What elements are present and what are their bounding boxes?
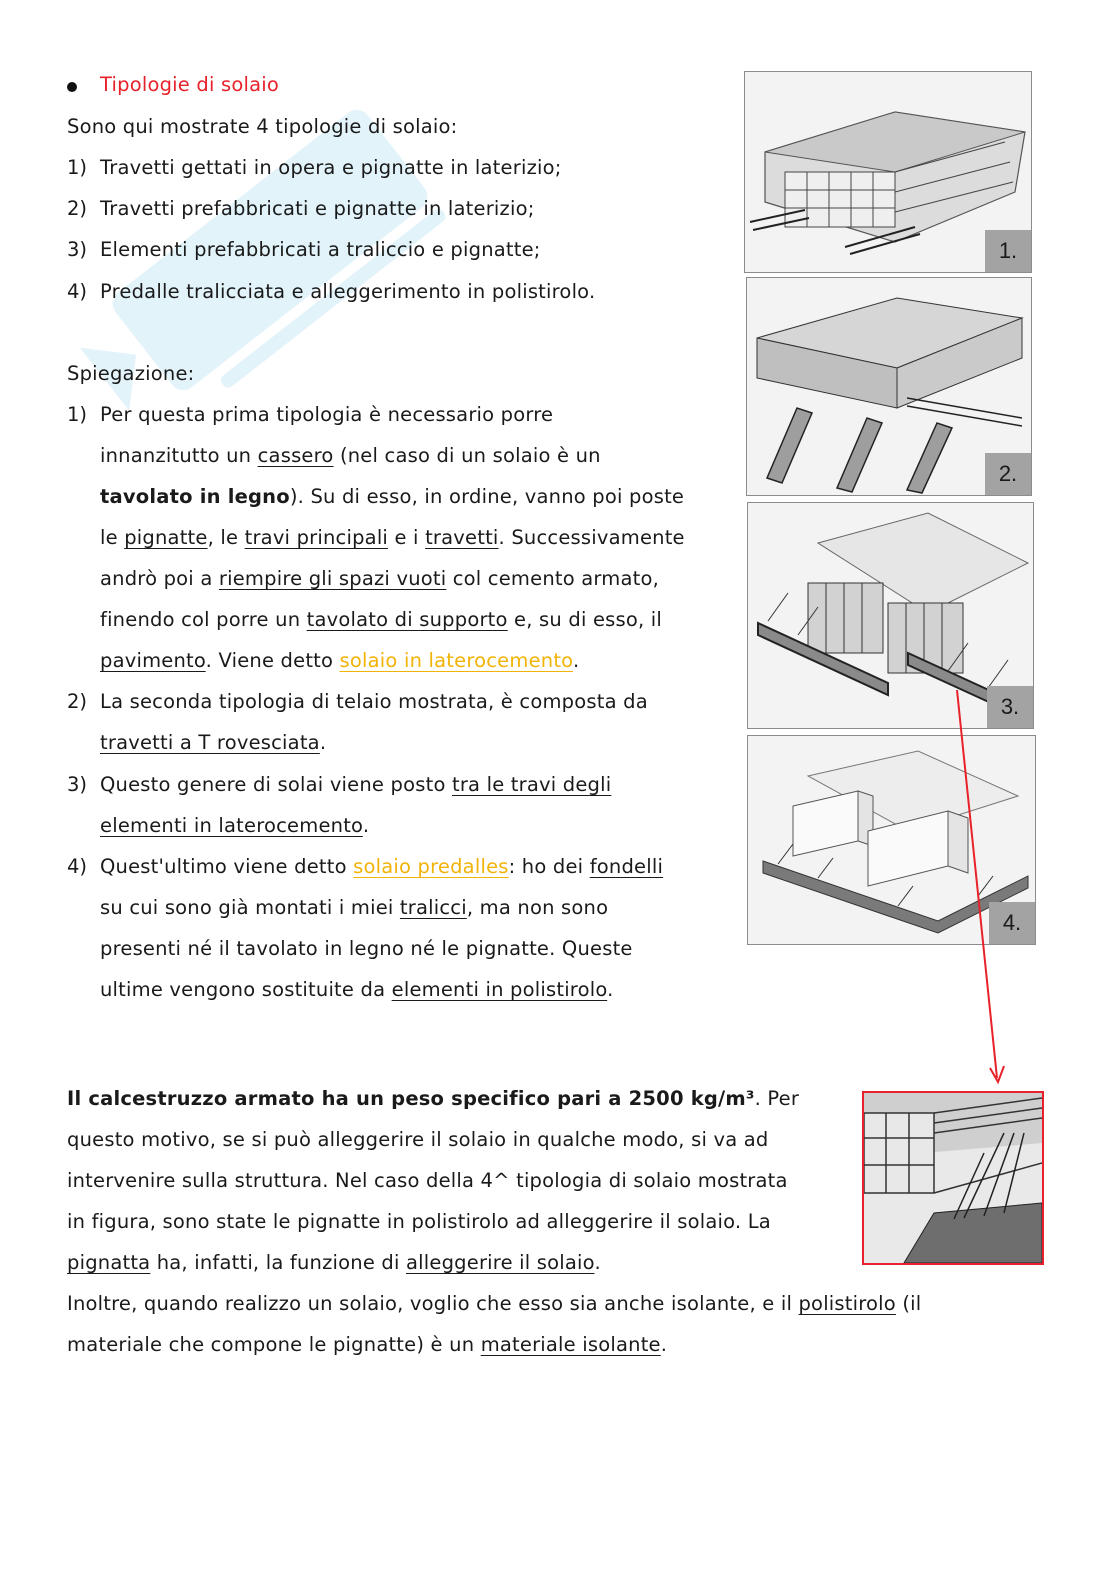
detail-figure bbox=[862, 1091, 1044, 1265]
paragraph-line: questo motivo, se si può alleggerire il solaio in qualche modo, si va ad bbox=[67, 1128, 769, 1151]
figure-label: 2. bbox=[985, 453, 1031, 495]
list-item: Predalle tralicciata e alleggerimento in polistirolo. bbox=[100, 280, 596, 303]
paragraph-line: intervenire sulla struttura. Nel caso della 4^ tipologia di solaio mostrata bbox=[67, 1169, 788, 1192]
figure-3 bbox=[747, 502, 1034, 729]
list-item: Travetti prefabbricati e pignatte in laterizio; bbox=[100, 197, 535, 220]
intro-text: Sono qui mostrate 4 tipologie di solaio: bbox=[67, 115, 458, 138]
paragraph-line: pignatta ha, infatti, la funzione di alleggerire il solaio. bbox=[67, 1251, 601, 1274]
list-item-number: 4) bbox=[67, 280, 88, 303]
paragraph-line: in figura, sono state le pignatte in polistirolo ad alleggerire il solaio. La bbox=[67, 1210, 771, 1233]
slab-detail-illustration-icon bbox=[864, 1093, 1042, 1263]
explanation-title: Spiegazione: bbox=[67, 362, 195, 385]
heading: Tipologie di solaio bbox=[100, 73, 279, 96]
explanation-number: 4) bbox=[67, 855, 88, 878]
explanation-line: ultime vengono sostituite da elementi in polistirolo. bbox=[100, 978, 614, 1001]
list-item-number: 1) bbox=[67, 156, 88, 179]
explanation-number: 3) bbox=[67, 773, 88, 796]
figure-2 bbox=[746, 277, 1032, 496]
paragraph-line: Inoltre, quando realizzo un solaio, voglio che esso sia anche isolante, e il polistirolo (il bbox=[67, 1292, 922, 1315]
figure-label: 4. bbox=[989, 902, 1035, 944]
explanation-line: La seconda tipologia di telaio mostrata, è composta da bbox=[100, 690, 648, 713]
explanation-line: Quest'ultimo viene detto solaio predalles: ho dei fondelli bbox=[100, 855, 664, 878]
explanation-line: le pignatte, le travi principali e i travetti. Successivamente bbox=[100, 526, 685, 549]
explanation-line: travetti a T rovesciata. bbox=[100, 731, 327, 754]
list-item: Travetti gettati in opera e pignatte in laterizio; bbox=[100, 156, 562, 179]
list-item: Elementi prefabbricati a traliccio e pignatte; bbox=[100, 238, 541, 261]
figure-label: 1. bbox=[985, 230, 1031, 272]
explanation-line: finendo col porre un tavolato di supporto e, su di esso, il bbox=[100, 608, 663, 631]
explanation-line: innanzitutto un cassero (nel caso di un solaio è un bbox=[100, 444, 601, 467]
list-item-number: 3) bbox=[67, 238, 88, 261]
explanation-line: tavolato in legno). Su di esso, in ordine, vanno poi poste bbox=[100, 485, 685, 508]
heading-bullet bbox=[67, 82, 77, 92]
explanation-line: su cui sono già montati i miei tralicci, ma non sono bbox=[100, 896, 609, 919]
explanation-number: 2) bbox=[67, 690, 88, 713]
explanation-line: presenti né il tavolato in legno né le pignatte. Queste bbox=[100, 937, 633, 960]
explanation-line: Questo genere di solai viene posto tra le travi degli bbox=[100, 773, 612, 796]
figure-4 bbox=[747, 735, 1036, 945]
figure-label: 3. bbox=[987, 686, 1033, 728]
explanation-line: pavimento. Viene detto solaio in laterocemento. bbox=[100, 649, 580, 672]
figure-1 bbox=[744, 71, 1032, 273]
explanation-line: Per questa prima tipologia è necessario porre bbox=[100, 403, 554, 426]
paragraph-line: materiale che compone le pignatte) è un materiale isolante. bbox=[67, 1333, 668, 1356]
explanation-line: andrò poi a riempire gli spazi vuoti col cemento armato, bbox=[100, 567, 659, 590]
explanation-number: 1) bbox=[67, 403, 88, 426]
list-item-number: 2) bbox=[67, 197, 88, 220]
paragraph-line: Il calcestruzzo armato ha un peso specifico pari a 2500 kg/m³. Per bbox=[67, 1087, 800, 1110]
explanation-line: elementi in laterocemento. bbox=[100, 814, 370, 837]
